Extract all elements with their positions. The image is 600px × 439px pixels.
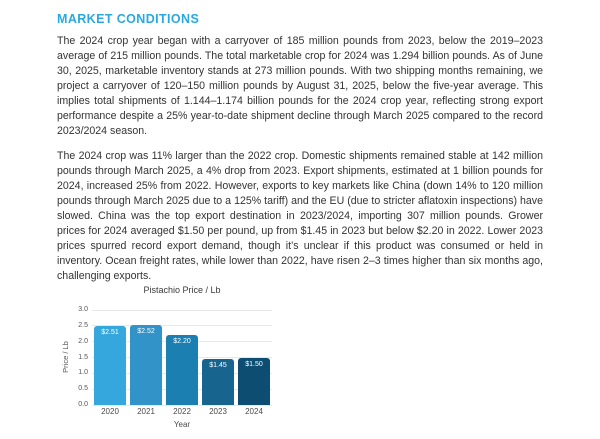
y-tick-label: 2.0: [78, 337, 88, 345]
paragraph-market-overview: The 2024 crop year began with a carryover of 185 million pounds from 2023, below the 2019–2023 average of 215 million pounds. The total marketable crop for 2024 was 1.294 billion pounds. As of June 30, 2025, marketable inventory stands at 273 million pounds. With two shipping months remaining, we project a carryover of 120–150 million pounds by August 31, 2025, below the five-year average. This implies total shipments of 1.144–1.174 billion pounds for the 2024 crop year, reflecting strong export performance despite a 25% year-to-date shipment decline through March 2025 compared to the record 2023/2024 season.: [57, 35, 543, 137]
pistachio-price-chart: [57, 284, 297, 436]
bar-2022: [166, 335, 198, 405]
x-tick-label: 2020: [101, 407, 119, 416]
section-heading: MARKET CONDITIONS: [57, 12, 200, 26]
gridline: [92, 310, 272, 311]
y-tick-label: 0.5: [78, 385, 88, 393]
chart-x-axis-label: Year: [173, 420, 191, 429]
y-tick-label: 0.0: [78, 401, 88, 408]
bar-2023: [202, 359, 234, 405]
y-tick-label: 1.0: [78, 369, 88, 377]
x-tick-label: 2022: [173, 407, 191, 416]
x-tick-label: 2024: [245, 407, 263, 416]
x-tick-label: 2023: [209, 407, 227, 416]
bar-value-label: $2.20: [173, 338, 191, 346]
bar-value-label: $1.45: [209, 362, 227, 370]
bar-2020: [94, 326, 126, 405]
chart-y-axis-label: Price / Lb: [61, 341, 70, 373]
y-tick-label: 1.5: [78, 353, 88, 361]
y-tick-label: 2.5: [78, 321, 88, 329]
chart-title: Pistachio Price / Lb: [143, 285, 221, 295]
chart-y-ticks: [57, 306, 88, 408]
chart-x-ticks: [92, 407, 272, 418]
bar-value-label: $1.50: [245, 360, 263, 368]
bar-2024: [238, 358, 270, 406]
bar-2021: [130, 325, 162, 405]
chart-plot: [92, 310, 272, 405]
bar-value-label: $2.52: [137, 328, 155, 336]
x-tick-label: 2021: [137, 407, 155, 416]
y-tick-label: 3.0: [78, 306, 88, 313]
bar-value-label: $2.51: [101, 328, 119, 336]
paragraph-crop-details: The 2024 crop was 11% larger than the 2022 crop. Domestic shipments remained stable at 142 million pounds through March 2025, a 4% drop from 2023. Export shipments, estimated at 1 billion pounds for 2024, increased 25% from 2022. However, exports to key markets like China (down 14% to 120 million pounds through March 2025 due to a 125% tariff) and the EU (due to stricter aflatoxin inspections) have slowed. China was the top export destination in 2023/2024, importing 307 million pounds. Grower prices for 2024 averaged $1.50 per pound, up from $1.45 in 2023 but below $2.20 in 2022. Lower 2023 prices spurred record export demand, though it’s unclear if this product was consumed or held in inventory. Ocean freight rates, while lower than 2022, have risen 2–3 times higher than six months ago, challenging exports.: [57, 150, 543, 282]
